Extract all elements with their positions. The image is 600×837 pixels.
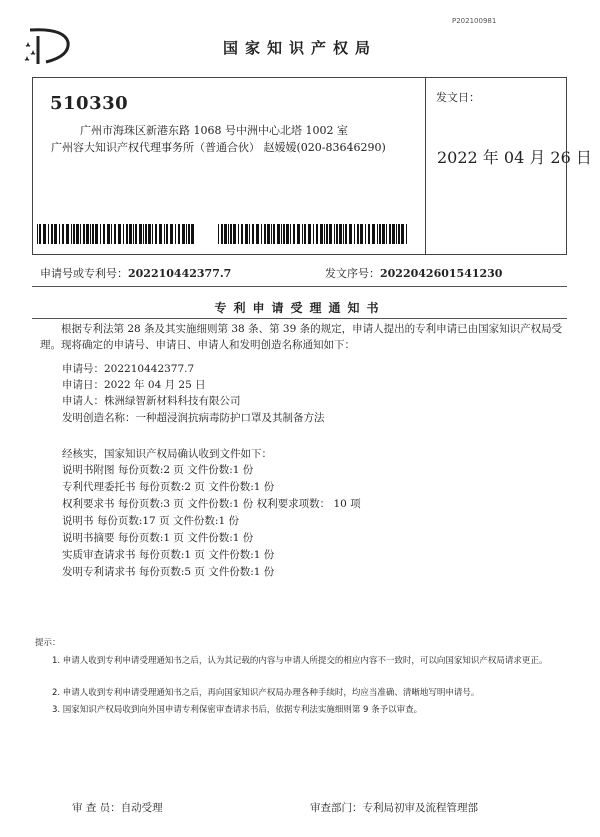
barcode-bar	[80, 224, 81, 244]
barcode-bar	[148, 224, 151, 244]
barcode-bar	[230, 224, 232, 244]
barcode-bar	[224, 224, 227, 244]
barcode-bar	[308, 224, 311, 244]
barcode-bar	[343, 224, 344, 244]
sequence-number	[325, 265, 502, 281]
file-item: 发明专利请求书 每份页数:5 页 文件份数:1 份	[62, 566, 275, 578]
office-name: 国家知识产权局	[222, 39, 377, 57]
barcode-bar	[372, 224, 375, 244]
barcode-bar	[92, 224, 94, 244]
hint-item: 2. 申请人收到专利申请受理通知书之后，再向国家知识产权局办理各种手续时，均应当准确、清晰地写明申请号。	[52, 688, 480, 698]
barcode-left	[37, 224, 196, 244]
barcode-bar	[264, 224, 266, 244]
barcode-bar	[252, 224, 254, 244]
barcode-bar	[261, 224, 262, 244]
hints-title: 提示：	[35, 638, 61, 648]
frame-divider	[425, 77, 426, 255]
barcode-bar	[336, 224, 338, 244]
barcode-bar	[302, 224, 303, 244]
barcode-bar	[48, 224, 49, 244]
barcode-bar	[166, 224, 168, 244]
barcode-bar	[354, 224, 355, 244]
hint-item: 3. 国家知识产权局收到向外国申请专利保密审查请求书后，依据专利法实施细则第 9 条予以审查。	[52, 705, 423, 715]
field-application-number	[62, 361, 194, 377]
barcode-bar	[349, 224, 352, 244]
barcode-bar	[406, 224, 407, 244]
barcode-bar	[114, 224, 116, 244]
barcode-bar	[126, 224, 128, 244]
barcode-bar	[334, 224, 335, 244]
field-label: 申请日：	[62, 379, 104, 391]
barcode-bar	[95, 224, 98, 244]
barcode-bar	[191, 224, 194, 244]
send-date-label: 发文日：	[436, 91, 480, 104]
barcode-bar	[320, 224, 323, 244]
barcode-bar	[382, 224, 385, 244]
barcode-bar	[100, 224, 101, 244]
barcode-bar	[54, 224, 57, 244]
divider-top	[32, 286, 567, 287]
barcode-bar	[129, 224, 132, 244]
field-applicant	[62, 393, 241, 409]
barcode-bar	[86, 224, 89, 244]
field-application-date	[62, 377, 206, 393]
barcode-bar	[90, 224, 91, 244]
barcode-bar	[155, 224, 157, 244]
barcode-bar	[76, 224, 79, 244]
barcode-bar	[401, 224, 404, 244]
barcode-bar	[241, 224, 243, 244]
barcode-bar	[135, 224, 137, 244]
sequence-number-label: 发文序号：	[325, 267, 380, 280]
address-line-2: 广州容大知识产权代理事务所（普通合伙） 赵嫒嫒(020-83646290)	[51, 141, 386, 154]
barcode-bar	[316, 224, 318, 244]
barcode-bar	[133, 224, 134, 244]
barcode-right	[218, 224, 409, 244]
barcode-bar	[59, 224, 60, 244]
barcode-bar	[286, 224, 289, 244]
barcode-bar	[103, 224, 105, 244]
barcode-bar	[273, 224, 275, 244]
notice-title: 专利申请受理通知书	[214, 301, 386, 315]
barcode-bar	[396, 224, 397, 244]
barcode-bar	[345, 224, 347, 244]
barcode-bar	[290, 224, 291, 244]
barcode-bar	[145, 224, 147, 244]
barcode-bar	[111, 224, 112, 244]
file-item: 说明书 每份页数:17 页 文件份数:1 份	[62, 515, 239, 527]
field-label: 申请人：	[62, 395, 104, 407]
barcode-bar	[271, 224, 272, 244]
barcode-bar	[326, 224, 328, 244]
barcode-bar	[218, 224, 219, 244]
barcode-bar	[186, 224, 187, 244]
barcode-bar	[175, 224, 176, 244]
barcode-bar	[233, 224, 236, 244]
examiner-value: 自动受理	[120, 802, 163, 814]
application-number	[40, 265, 231, 281]
barcode-bar	[293, 224, 295, 244]
barcode-bar	[386, 224, 387, 244]
barcode-bar	[170, 224, 173, 244]
barcode-bar	[182, 224, 185, 244]
barcode-bar	[221, 224, 223, 244]
barcode-bar	[277, 224, 280, 244]
barcode-bar	[245, 224, 248, 244]
intro-paragraph: 根据专利法第 28 条及其实施细则第 38 条、第 39 条的规定，申请人提出的专利申请已由国家知识产权局受理。现将确定的申请号、申请日、申请人和发明创造名称通知如下：	[40, 323, 563, 351]
file-item: 实质审查请求书 每份页数:1 页 文件份数:1 份	[62, 549, 275, 561]
barcode-bar	[324, 224, 325, 244]
barcode-bar	[339, 224, 342, 244]
barcode-bar	[398, 224, 400, 244]
barcode-bar	[118, 224, 121, 244]
barcode-bar	[164, 224, 165, 244]
application-number-label: 申请号或专利号：	[40, 267, 128, 280]
department-value: 专利局初审及流程管理部	[362, 802, 478, 814]
barcode-bar	[313, 224, 314, 244]
file-item: 权利要求书 每份页数:3 页 文件份数:1 份 权利要求项数： 10 项	[62, 498, 361, 510]
barcode-bar	[281, 224, 282, 244]
barcode-bar	[43, 224, 46, 244]
barcode-bar	[297, 224, 300, 244]
file-item: 说明书摘要 每份页数:1 页 文件份数:1 份	[62, 532, 254, 544]
barcode-bar	[71, 224, 72, 244]
barcode-bar	[238, 224, 239, 244]
field-value: 株洲绿智新材料科技有限公司	[104, 395, 241, 407]
postcode: 510330	[50, 93, 129, 114]
barcode-bar	[62, 224, 64, 244]
divider-bottom	[32, 318, 567, 319]
barcode-bar	[283, 224, 285, 244]
field-label: 申请号：	[62, 363, 104, 375]
field-invention-title	[62, 410, 325, 426]
barcode-bar	[139, 224, 142, 244]
barcode-bar	[249, 224, 250, 244]
barcode-bar	[83, 224, 85, 244]
barcode-bar	[152, 224, 153, 244]
barcode-bar	[51, 224, 53, 244]
field-value: 2022 年 04 月 25 日	[104, 379, 206, 391]
barcode-bar	[66, 224, 69, 244]
barcode-bar	[37, 224, 38, 244]
barcode-bar	[377, 224, 378, 244]
barcode-bar	[39, 224, 41, 244]
application-number-value: 202210442377.7	[128, 267, 232, 280]
barcode-bar	[357, 224, 359, 244]
barcode-bar	[304, 224, 306, 244]
document-id: P202100981	[452, 17, 497, 25]
department	[310, 800, 478, 815]
barcode-bar	[123, 224, 124, 244]
verify-intro: 经核实，国家知识产权局确认收到文件如下：	[62, 448, 272, 460]
address-line-1: 广州市海珠区新港东路 1068 号中洲中心北塔 1002 室	[80, 124, 348, 137]
field-value: 一种超浸润抗病毒防护口罩及其制备方法	[135, 412, 325, 424]
barcode-bar	[329, 224, 332, 244]
hint-item: 1. 申请人收到专利申请受理通知书之后，认为其记载的内容与申请人所提交的相应内容不一致时，可以向国家知识产权局请求更正。	[52, 656, 548, 666]
barcode-bar	[360, 224, 363, 244]
department-label: 审查部门：	[310, 802, 363, 814]
file-item: 说明书附图 每份页数:2 页 文件份数:1 份	[62, 464, 254, 476]
barcode-bar	[143, 224, 144, 244]
barcode-bar	[392, 224, 395, 244]
barcode-bar	[188, 224, 190, 244]
field-label: 发明创造名称：	[62, 412, 136, 424]
send-date: 2022 年 04 月 26 日	[437, 148, 592, 167]
barcode-bar	[379, 224, 381, 244]
examiner-label: 审 查 员：	[72, 802, 121, 814]
field-value: 202210442377.7	[104, 363, 195, 375]
barcode-bar	[178, 224, 180, 244]
barcode-bar	[365, 224, 366, 244]
barcode-bar	[159, 224, 162, 244]
examiner	[72, 800, 163, 815]
barcode-bar	[73, 224, 75, 244]
barcode-bar	[228, 224, 229, 244]
barcode-bar	[267, 224, 270, 244]
barcode-bar	[389, 224, 391, 244]
barcode-bar	[368, 224, 370, 244]
barcode-bar	[256, 224, 259, 244]
file-item: 专利代理委托书 每份页数:2 页 文件份数:1 份	[62, 481, 275, 493]
barcode-bar	[107, 224, 110, 244]
sequence-number-value: 2022042601541230	[380, 267, 503, 280]
